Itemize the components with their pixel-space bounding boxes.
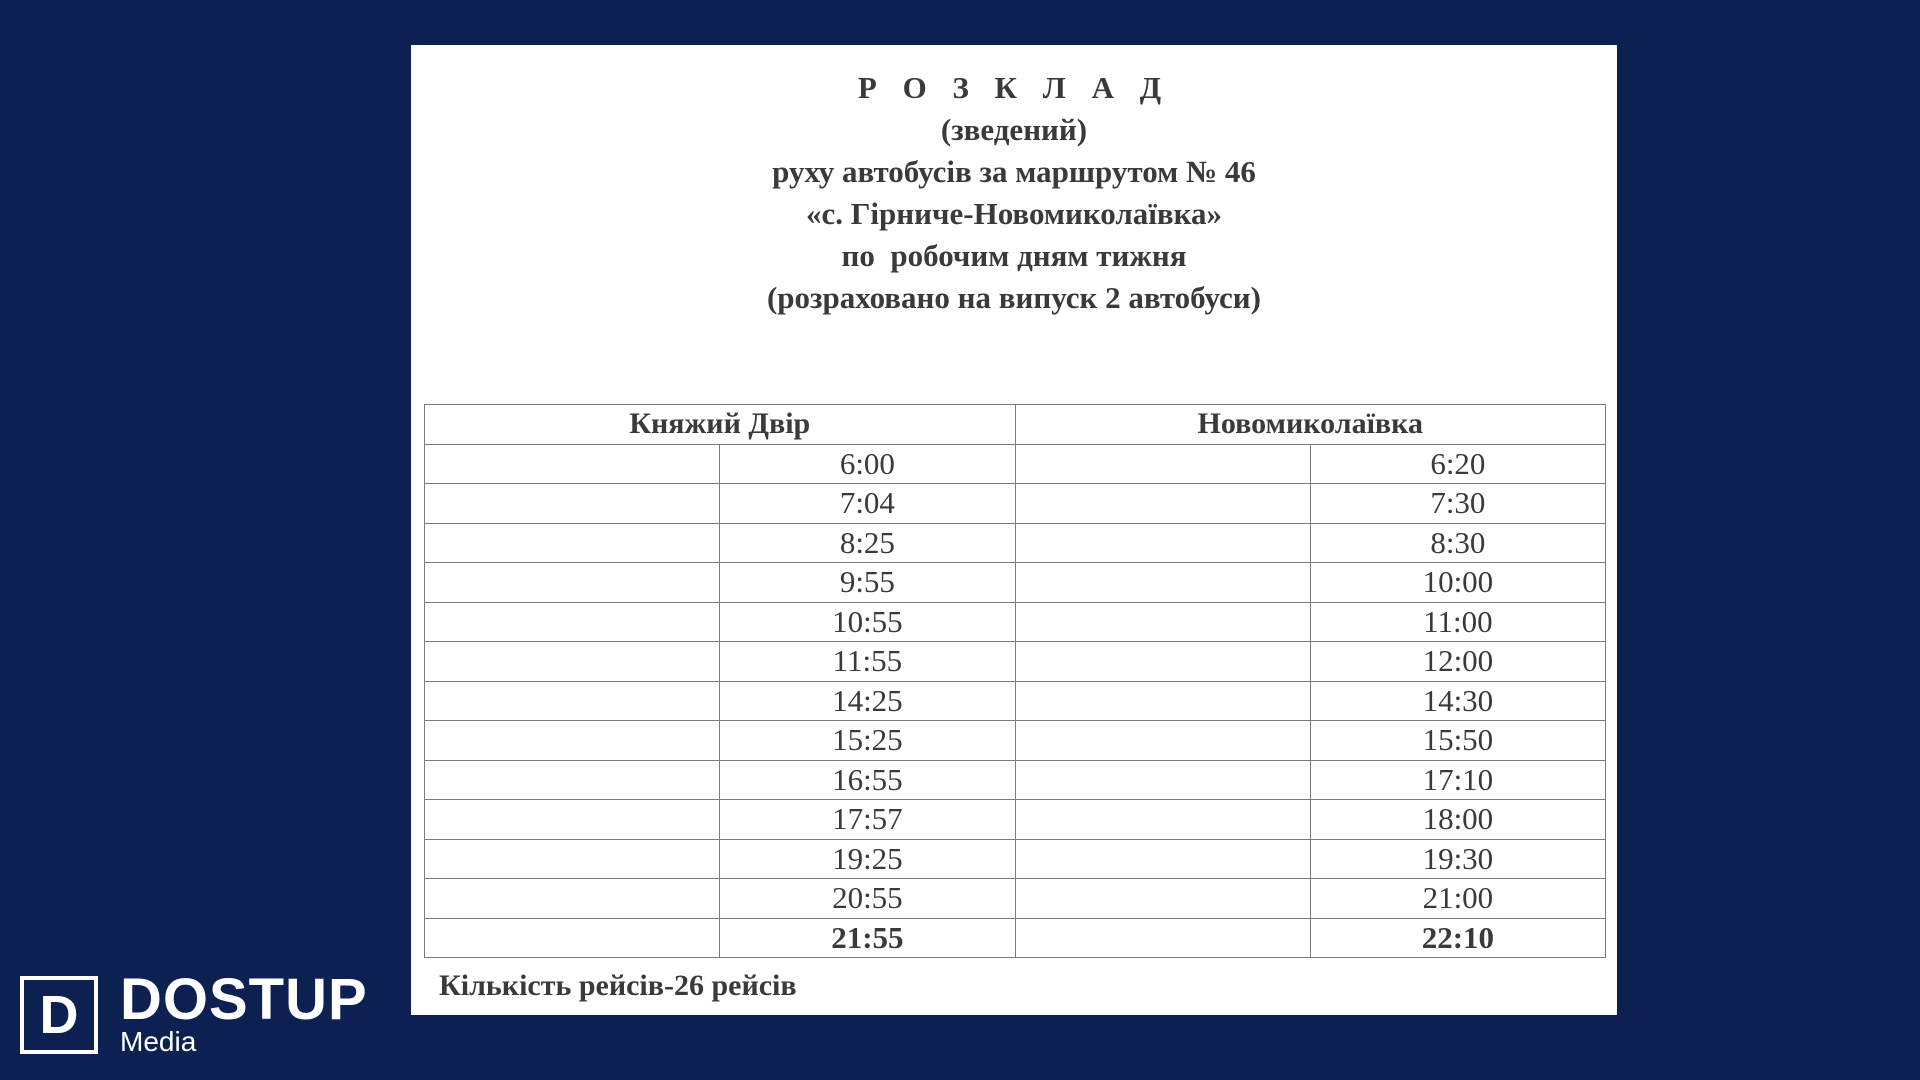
- empty-cell: [425, 563, 720, 603]
- empty-cell: [1015, 642, 1310, 682]
- departure-time-to: 11:00: [1310, 602, 1605, 642]
- empty-cell: [425, 484, 720, 524]
- table-row: [425, 879, 1606, 919]
- departure-time-from: 8:25: [720, 523, 1015, 563]
- schedule-table: [424, 404, 1606, 958]
- heading-title: Р О З К Л А Д: [857, 70, 1171, 105]
- table-row: [425, 918, 1606, 958]
- departure-time-to: 18:00: [1310, 800, 1605, 840]
- empty-cell: [425, 760, 720, 800]
- departure-time-from: 11:55: [720, 642, 1015, 682]
- empty-cell: [1015, 523, 1310, 563]
- table-row: [425, 760, 1606, 800]
- departure-time-from: 6:00: [720, 444, 1015, 484]
- table-row: [425, 484, 1606, 524]
- table-row: [425, 721, 1606, 761]
- empty-cell: [1015, 800, 1310, 840]
- empty-cell: [1015, 839, 1310, 879]
- table-header-row: [425, 405, 1606, 445]
- schedule-table-body: [425, 444, 1606, 958]
- table-row: [425, 642, 1606, 682]
- empty-cell: [425, 444, 720, 484]
- empty-cell: [1015, 602, 1310, 642]
- empty-cell: [1015, 484, 1310, 524]
- empty-cell: [425, 800, 720, 840]
- departure-time-to: 12:00: [1310, 642, 1605, 682]
- departure-time-to: 21:00: [1310, 879, 1605, 919]
- empty-cell: [1015, 760, 1310, 800]
- empty-cell: [1015, 563, 1310, 603]
- table-row: [425, 563, 1606, 603]
- departure-time-to: 8:30: [1310, 523, 1605, 563]
- brand-text: [120, 967, 368, 1057]
- heading-note: (розраховано на випуск 2 автобуси): [766, 280, 1261, 315]
- empty-cell: [425, 721, 720, 761]
- departure-time-from: 7:04: [720, 484, 1015, 524]
- heading-route: руху автобусів за маршрутом № 46: [772, 154, 1256, 189]
- departure-time-from: 20:55: [720, 879, 1015, 919]
- departure-time-to: 7:30: [1310, 484, 1605, 524]
- table-row: [425, 681, 1606, 721]
- departure-time-from: 14:25: [720, 681, 1015, 721]
- table-row: [425, 839, 1606, 879]
- empty-cell: [425, 918, 720, 958]
- empty-cell: [425, 879, 720, 919]
- departure-time-from: 15:25: [720, 721, 1015, 761]
- empty-cell: [425, 602, 720, 642]
- schedule-document: [411, 45, 1617, 1015]
- empty-cell: [425, 681, 720, 721]
- column-header-from: Княжий Двір: [425, 405, 1016, 445]
- trip-count-note: Кількість рейсів-26 рейсів: [439, 969, 797, 1002]
- brand-logo: [20, 967, 368, 1058]
- brand-name: DOSTUP: [120, 967, 368, 1032]
- heading-subtitle: (зведений): [940, 112, 1088, 147]
- departure-time-from: 17:57: [720, 800, 1015, 840]
- table-row: [425, 800, 1606, 840]
- empty-cell: [1015, 444, 1310, 484]
- departure-time-from: 9:55: [720, 563, 1015, 603]
- departure-time-to: 6:20: [1310, 444, 1605, 484]
- empty-cell: [425, 523, 720, 563]
- departure-time-from: 21:55: [720, 918, 1015, 958]
- column-header-to: Новомиколаївка: [1015, 405, 1606, 445]
- empty-cell: [1015, 918, 1310, 958]
- table-row: [425, 523, 1606, 563]
- departure-time-from: 10:55: [720, 602, 1015, 642]
- departure-time-to: 15:50: [1310, 721, 1605, 761]
- heading-route-name: «с. Гірниче-Новомиколаївка»: [805, 196, 1223, 231]
- empty-cell: [425, 839, 720, 879]
- departure-time-to: 22:10: [1310, 918, 1605, 958]
- brand-sub: Media: [120, 1026, 197, 1057]
- empty-cell: [425, 642, 720, 682]
- departure-time-to: 19:30: [1310, 839, 1605, 879]
- brand-mark-icon: D: [20, 976, 98, 1054]
- table-row: [425, 444, 1606, 484]
- heading-days: по робочим дням тижня: [841, 238, 1187, 273]
- departure-time-to: 10:00: [1310, 563, 1605, 603]
- departure-time-to: 14:30: [1310, 681, 1605, 721]
- empty-cell: [1015, 879, 1310, 919]
- departure-time-from: 16:55: [720, 760, 1015, 800]
- empty-cell: [1015, 721, 1310, 761]
- departure-time-to: 17:10: [1310, 760, 1605, 800]
- table-row: [425, 602, 1606, 642]
- departure-time-from: 19:25: [720, 839, 1015, 879]
- document-heading: [411, 67, 1617, 319]
- empty-cell: [1015, 681, 1310, 721]
